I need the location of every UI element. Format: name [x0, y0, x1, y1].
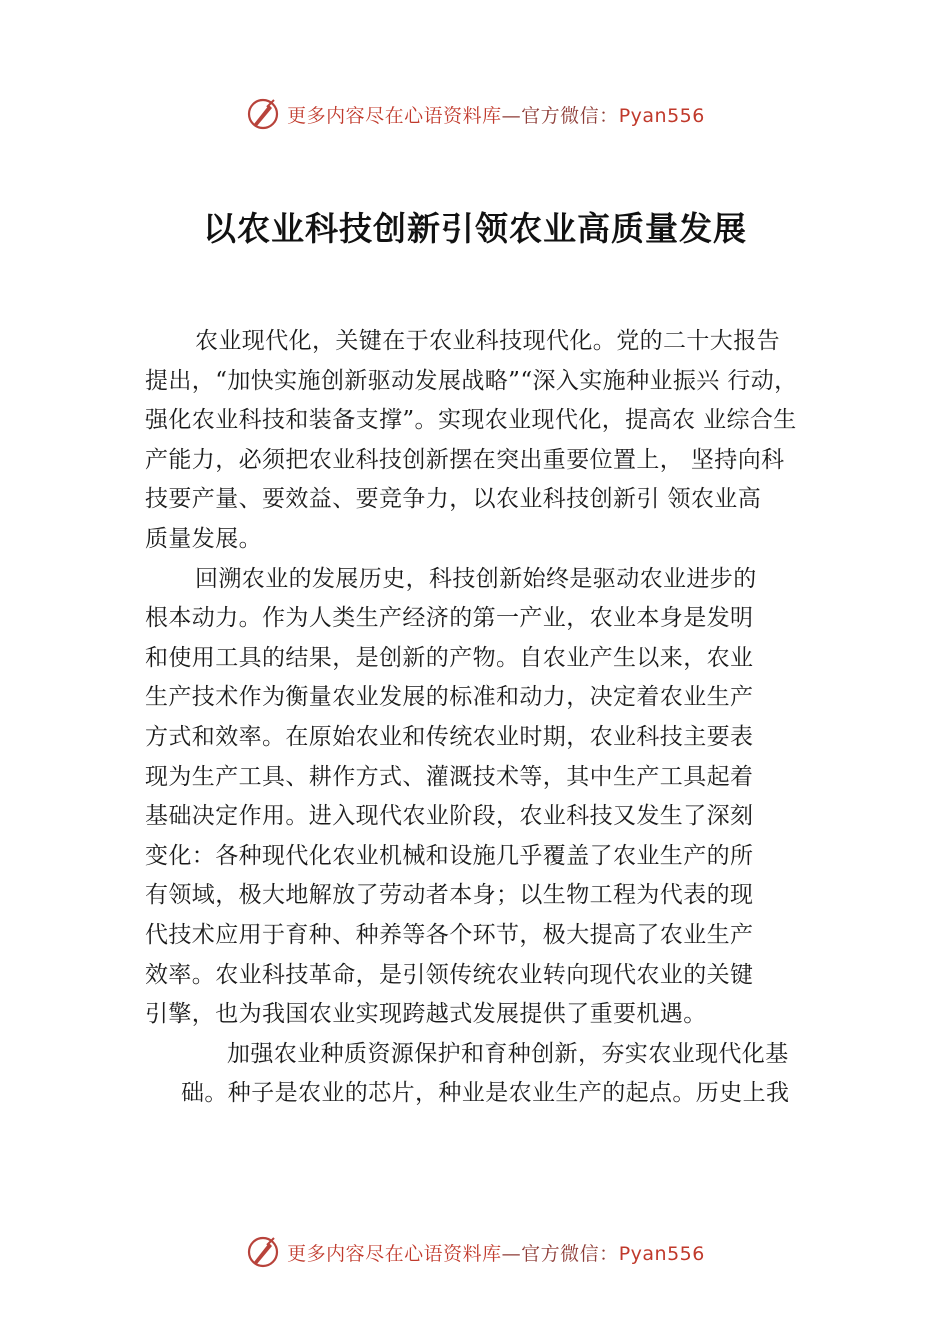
text-line: 方式和效率。在原始农业和传统农业时期，农业科技主要表 [145, 723, 754, 750]
article-body [145, 322, 845, 1114]
text-line: 强化农业科技和装备支撑”。实现农业现代化，提高农 业综合生 [145, 407, 797, 434]
text-line: 回溯农业的发展历史，科技创新始终是驱动农业进步的 [195, 565, 757, 592]
header-banner-text [287, 101, 705, 128]
banner-site-text: 更多内容尽在心语资料库 [287, 104, 502, 127]
text-line: 加强农业种质资源保护和育种创新，夯实农业现代化基 [227, 1040, 789, 1067]
text-line: 提出，“加快实施创新驱动发展战略”“深入实施种业振兴 行动， [145, 367, 798, 394]
text-line: 代技术应用于育种、种养等各个环节，极大提高了农业生产 [145, 921, 754, 948]
text-line: 础。种子是农业的芯片，种业是农业生产的起点。历史上我 [181, 1080, 790, 1107]
footer-banner [0, 1232, 950, 1272]
text-line: 效率。农业科技革命，是引领传统农业转向现代农业的关键 [145, 961, 754, 988]
text-line: 现为生产工具、耕作方式、灌溉技术等，其中生产工具起着 [145, 763, 754, 790]
banner-wechat-id: Pyan556 [618, 1242, 705, 1265]
quill-logo-icon [245, 1234, 281, 1270]
banner-site-text: 更多内容尽在心语资料库 [287, 1242, 502, 1265]
page-title: 以农业科技创新引领农业高质量发展 [203, 209, 747, 248]
text-line: 技要产量、要效益、要竞争力，以农业科技创新引 领农业高 [145, 486, 762, 513]
text-line: 生产技术作为衡量农业发展的标准和动力，决定着农业生产 [145, 684, 754, 711]
text-line: 和使用工具的结果，是创新的产物。自农业产生以来，农业 [145, 644, 754, 671]
header-banner [0, 94, 950, 134]
quill-logo-icon [245, 96, 281, 132]
text-line: 变化：各种现代化农业机械和设施几乎覆盖了农业生产的所 [145, 842, 754, 869]
text-line: 农业现代化，关键在于农业科技现代化。党的二十大报告 [195, 328, 780, 354]
banner-wechat-label: 官方微信： [521, 1242, 619, 1265]
text-line: 引擎，也为我国农业实现跨越式发展提供了重要机遇。 [145, 1001, 707, 1028]
banner-wechat-label: 官方微信： [521, 104, 619, 127]
text-line: 质量发展。 [145, 525, 262, 552]
footer-banner-text [287, 1239, 705, 1266]
banner-dash: — [501, 104, 522, 127]
text-line: 有领域，极大地解放了劳动者本身；以生物工程为代表的现 [145, 882, 754, 909]
banner-dash: — [501, 1242, 522, 1265]
text-line: 基础决定作用。进入现代农业阶段，农业科技又发生了深刻 [145, 803, 754, 830]
text-line: 根本动力。作为人类生产经济的第一产业，农业本身是发明 [145, 605, 754, 632]
banner-wechat-id: Pyan556 [618, 104, 705, 127]
text-line: 产能力，必须把农业科技创新摆在突出重要位置上， 坚持向科 [145, 446, 785, 473]
